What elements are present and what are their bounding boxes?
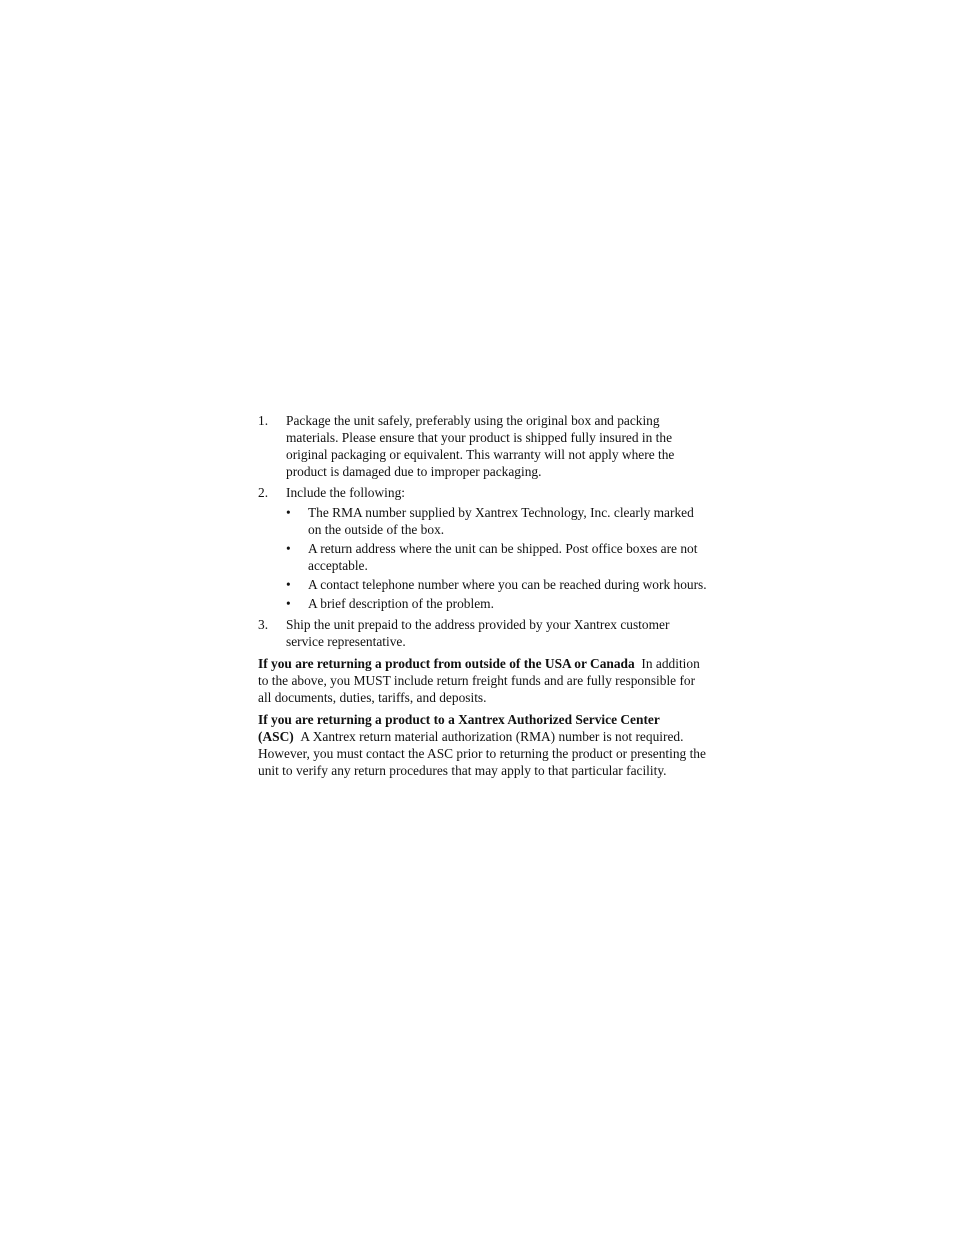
- asc-heading: If you are returning a product to a Xantrex Authorized Service Center (ASC): [258, 712, 660, 744]
- bullet-icon: •: [286, 596, 291, 611]
- include-list: [286, 504, 710, 612]
- list-item: [286, 595, 710, 612]
- list-item-text: A contact telephone number where you can be reached during work hours.: [308, 577, 707, 592]
- return-instructions: [258, 412, 710, 784]
- step-1: [258, 412, 710, 480]
- asc-text: A Xantrex return material authorization (RMA) number is not required. However, you must contact the ASC prior to returning the product or presenting the unit to verify any return procedures that may apply to that particular facility.: [258, 729, 706, 778]
- step-3: [258, 616, 710, 650]
- step-number: 3.: [258, 617, 269, 632]
- step-number: 2.: [258, 485, 269, 500]
- bullet-icon: •: [286, 505, 291, 520]
- outside-usa-text: In addition to the above, you MUST include return freight funds and are fully responsible for all documents, duties, tariffs, and deposits.: [258, 656, 700, 705]
- bullet-icon: •: [286, 541, 291, 556]
- outside-usa-heading: If you are returning a product from outside of the USA or Canada: [258, 656, 635, 671]
- step-text: Include the following:: [286, 485, 405, 500]
- asc-paragraph: [258, 711, 710, 779]
- outside-usa-paragraph: [258, 655, 710, 706]
- bullet-icon: •: [286, 577, 291, 592]
- list-item: [286, 504, 710, 538]
- list-item-text: A brief description of the problem.: [308, 596, 494, 611]
- step-text: Ship the unit prepaid to the address provided by your Xantrex customer service representative.: [286, 617, 670, 649]
- list-item: [286, 576, 710, 593]
- step-2: [258, 484, 710, 612]
- step-text: Package the unit safely, preferably using the original box and packing materials. Please ensure that your product is shipped fully insured in the original packaging or equivalent. This warranty will not apply where the product is damaged due to improper packaging.: [286, 413, 675, 479]
- list-item-text: The RMA number supplied by Xantrex Technology, Inc. clearly marked on the outside of the box.: [308, 505, 694, 537]
- list-item: [286, 540, 710, 574]
- list-item-text: A return address where the unit can be shipped. Post office boxes are not acceptable.: [308, 541, 698, 573]
- step-number: 1.: [258, 413, 269, 428]
